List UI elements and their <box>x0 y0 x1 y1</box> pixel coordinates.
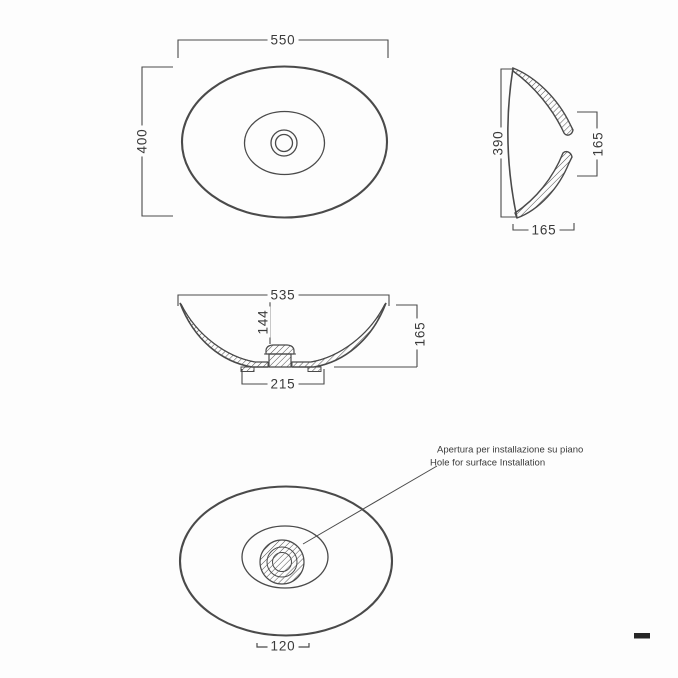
bottom-hole-dim-label: 120 <box>268 639 299 653</box>
plan-drain-inner-circle <box>276 135 293 152</box>
corner-mark <box>634 633 650 639</box>
front-left-foot <box>241 367 254 372</box>
plan-basin-bottom-ellipse <box>245 112 325 175</box>
front-drain-body <box>269 354 291 367</box>
annotation-line-english: Hole for surface Installation <box>430 457 546 469</box>
front-right-wall-section <box>292 303 386 367</box>
plan-view-linework <box>142 40 388 218</box>
front-drain-cap <box>266 345 294 354</box>
plan-width-dim-label: 550 <box>268 33 299 47</box>
front-view-linework <box>178 295 417 384</box>
side-outer-silhouette <box>508 68 517 218</box>
front-right-foot <box>308 367 321 372</box>
front-width-dim-label: 535 <box>268 288 299 302</box>
front-basin-depth-dim-label: 144 <box>256 307 270 338</box>
side-upper-wall-section <box>513 68 573 135</box>
annotation-leader-line <box>303 466 437 544</box>
plan-height-dim-label: 400 <box>135 126 149 157</box>
plan-outer-rim-ellipse <box>182 67 387 218</box>
bottom-view-linework <box>180 466 437 647</box>
front-base-width-dim-label: 215 <box>268 377 299 391</box>
side-height-dim-label: 390 <box>491 128 505 159</box>
side-view-linework <box>501 68 597 230</box>
side-lower-wall-section <box>515 152 572 218</box>
side-depth-dim-label: 165 <box>529 223 560 237</box>
front-height-dim-label: 165 <box>413 319 427 350</box>
side-mid-height-dim-label: 165 <box>591 129 605 160</box>
annotation-line-italian: Apertura per installazione su piano <box>437 444 584 456</box>
